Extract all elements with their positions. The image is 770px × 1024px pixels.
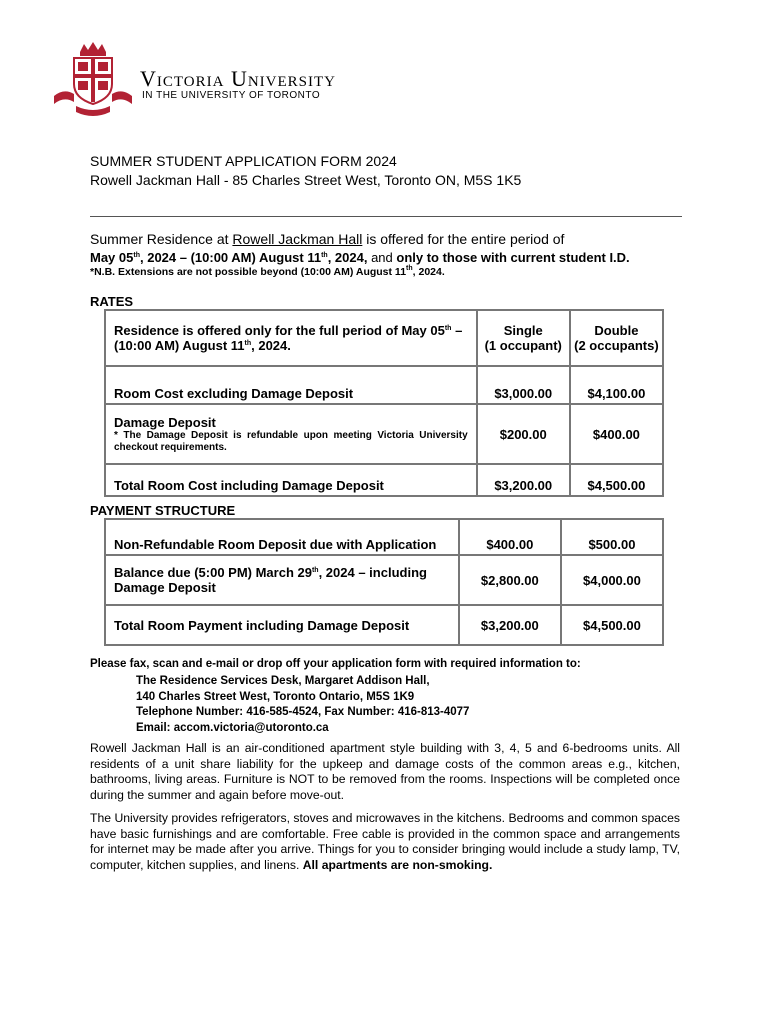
rates-header-desc: Residence is offered only for the full period of May 05th – (10:00 AM) August 11th, 2024. [105,310,477,366]
table-row [105,519,663,555]
room-cost-single: $3,000.00 [477,366,570,404]
deposit-double: $400.00 [570,404,663,464]
intro-line [90,231,564,247]
nonref-label: Non-Refundable Room Deposit due with Application [105,519,459,555]
total-cost-label: Total Room Cost including Damage Deposit [105,464,477,496]
building-paragraph: Rowell Jackman Hall is an air-conditioned apartment style building with 3, 4, 5 and 6-bedrooms units. All residents of a unit share liability for the upkeep and damage costs of the common areas e.g., kitchen, bathrooms, living areas. Furniture is NOT to be removed from the rooms. Inspections will be completed once during the summer and again before move-out. [90,741,680,802]
contact-instruction: Please fax, scan and e-mail or drop off your application form with required information to: [90,658,581,670]
payment-table [104,518,664,646]
form-title: SUMMER STUDENT APPLICATION FORM 2024 [90,153,397,169]
payment-total-double: $4,500.00 [561,605,663,645]
single-header: Single (1 occupant) [477,310,570,366]
nonref-double: $500.00 [561,519,663,555]
balance-double: $4,000.00 [561,555,663,605]
intro-text: Summer Residence at [90,231,233,247]
contact-email[interactable]: Email: accom.victoria@utoronto.ca [136,721,329,734]
total-cost-double: $4,500.00 [570,464,663,496]
rates-table [104,309,664,497]
payment-total-label: Total Room Payment including Damage Deposit [105,605,459,645]
logo-title: Victoria University [140,66,336,91]
crest-icon [52,40,134,120]
total-cost-single: $3,200.00 [477,464,570,496]
amenities-paragraph: The University provides refrigerators, stoves and microwaves in the kitchens. Bedrooms and common spaces have basic furnishings and are comfortable. Free cable is provided in the common space and arrangements for internet may be made after you arrive. Things for you to consider bringing would include a study lamp, TV, computer, kitchen supplies, and linens. All apartments are non-smoking. [90,811,680,872]
non-smoking-note: All apartments are non-smoking. [302,857,493,872]
hall-link[interactable]: Rowell Jackman Hall [232,231,363,247]
university-logo [52,40,397,120]
period-line: May 05th, 2024 – (10:00 AM) August 11th, 2024, and only to those with current student I.D. [90,250,630,265]
rates-heading: RATES [90,294,134,309]
contact-block [136,674,469,736]
divider [90,216,682,217]
table-row [105,605,663,645]
intro-text-after: is offered for the entire period of [362,231,565,247]
damage-deposit-note: * The Damage Deposit is refundable upon meeting Victoria University checkout requirements. [114,429,468,453]
table-row [105,366,663,404]
nb-note: *N.B. Extensions are not possible beyond (10:00 AM) August 11th, 2024. [90,265,445,278]
balance-single: $2,800.00 [459,555,561,605]
contact-address: 140 Charles Street West, Toronto Ontario, M5S 1K9 [136,690,415,703]
contact-desk: The Residence Services Desk, Margaret Addison Hall, [136,675,430,687]
payment-heading: PAYMENT STRUCTURE [90,503,236,518]
contact-phone: Telephone Number: 416-585-4524, Fax Number: 416-813-4077 [136,706,470,718]
table-row [105,404,663,464]
damage-deposit-label: Damage Deposit [114,414,216,430]
payment-total-single: $3,200.00 [459,605,561,645]
hall-address: Rowell Jackman Hall - 85 Charles Street West, Toronto ON, M5S 1K5 [90,172,522,188]
nonref-single: $400.00 [459,519,561,555]
table-row [105,464,663,496]
balance-label: Balance due (5:00 PM) March 29th, 2024 – including Damage Deposit [105,555,459,605]
double-header: Double (2 occupants) [570,310,663,366]
deposit-single: $200.00 [477,404,570,464]
room-cost-label: Room Cost excluding Damage Deposit [105,366,477,404]
table-row [105,555,663,605]
damage-deposit-cell [105,404,477,464]
room-cost-double: $4,100.00 [570,366,663,404]
table-row [105,310,663,366]
logo-subtitle: IN THE UNIVERSITY OF TORONTO [142,90,321,101]
